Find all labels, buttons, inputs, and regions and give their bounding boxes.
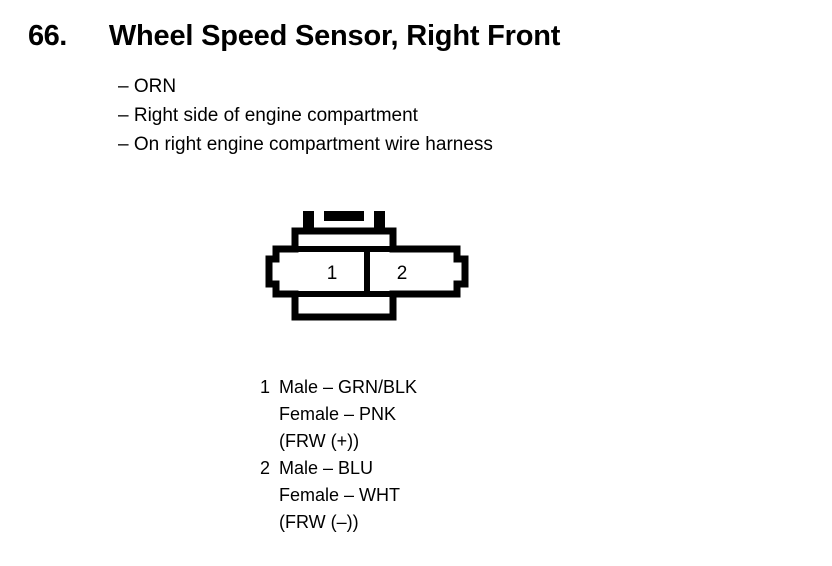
legend-line: Female – PNK [279, 404, 397, 424]
legend-line: Female – WHT [279, 485, 401, 505]
description-item: – On right engine compartment wire harness [118, 134, 493, 155]
connector-outline-svg [262, 205, 492, 340]
pin-label-2: 2 [396, 263, 408, 284]
item-number: 66. [28, 20, 67, 52]
pin-label-1: 1 [326, 263, 338, 284]
legend-text-block [279, 455, 400, 536]
legend-line: (FRW (–)) [279, 512, 359, 532]
legend-pin-number: 1 [259, 377, 270, 397]
description-item: – ORN [118, 76, 177, 97]
connector-diagram [262, 205, 492, 340]
legend-line: Male – BLU [279, 458, 374, 478]
legend-line: Male – GRN/BLK [279, 377, 418, 397]
description-item: – Right side of engine compartment [118, 105, 418, 126]
description-list [118, 72, 493, 159]
legend-entry [250, 455, 417, 536]
legend-entry [250, 374, 417, 455]
legend-line: (FRW (+)) [279, 431, 360, 451]
pin-legend [250, 374, 417, 536]
legend-text-block [279, 374, 417, 455]
legend-pin-number: 2 [259, 458, 270, 478]
connector-tab-center [324, 211, 364, 221]
item-title: Wheel Speed Sensor, Right Front [108, 20, 561, 52]
page-title [28, 20, 560, 53]
